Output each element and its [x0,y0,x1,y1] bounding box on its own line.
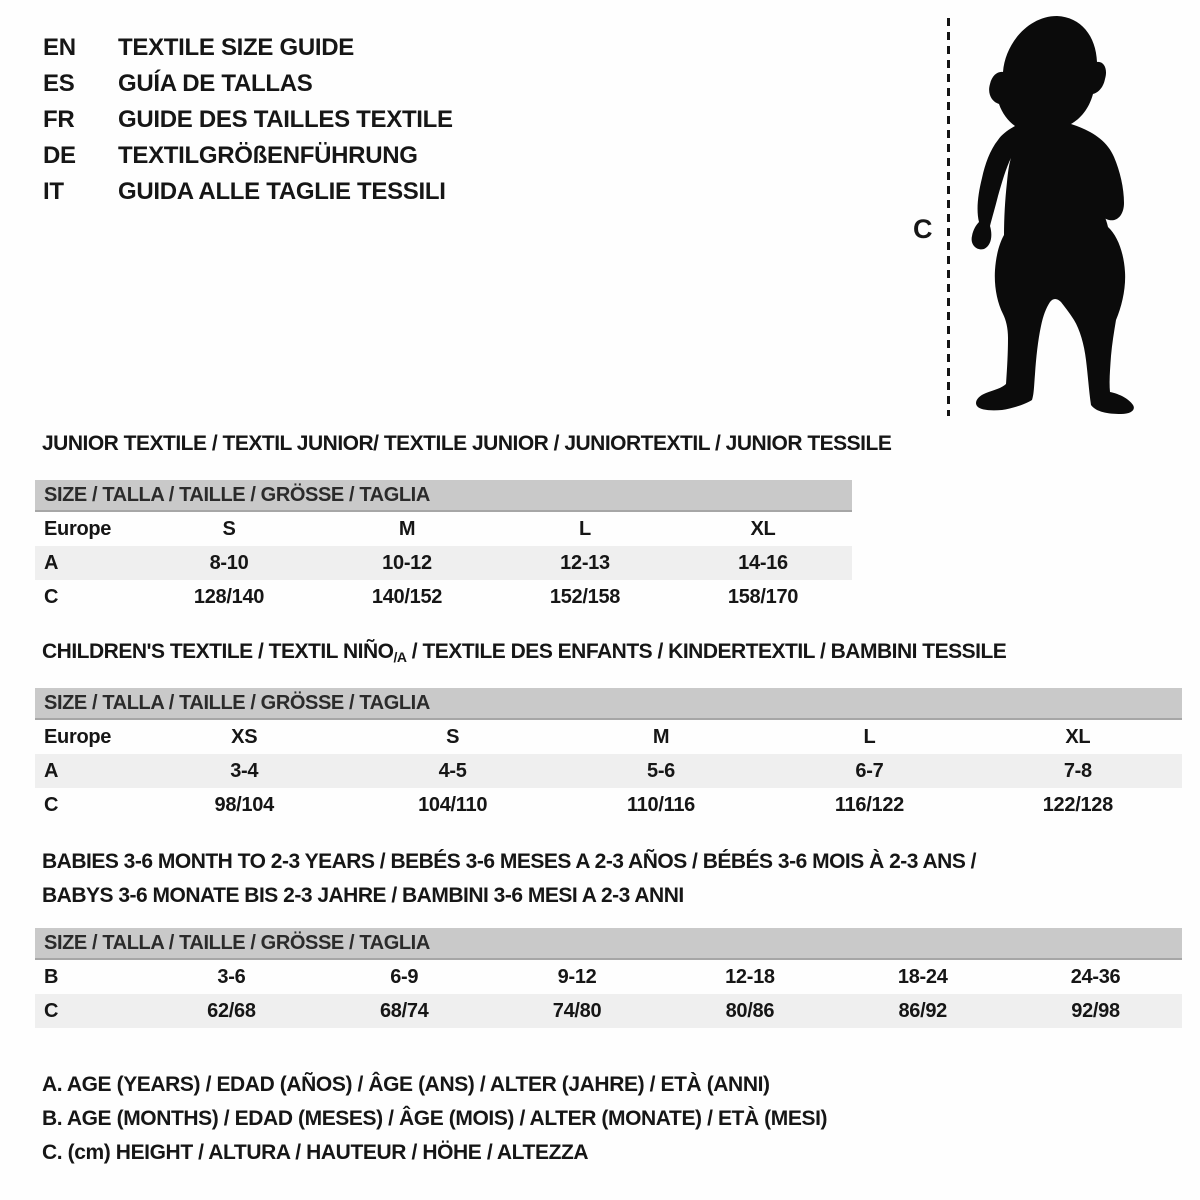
language-title: TEXTILE SIZE GUIDE [118,34,354,61]
language-code: IT [43,178,64,205]
height-dashed-line [947,18,950,416]
junior-size-table [35,480,852,614]
height-cell: 104/110 [418,793,488,816]
age-cell: 9-12 [557,965,597,988]
language-row-fr [43,102,453,138]
age-cell: 6-7 [855,759,884,782]
toddler-silhouette-icon [958,14,1144,418]
row-label: A [44,551,59,574]
size-cell: L [579,517,591,540]
age-cell: 10-12 [382,551,432,574]
language-code: EN [43,34,76,61]
age-cell: 4-5 [438,759,467,782]
language-title: TEXTILGRÖßENFÜHRUNG [118,142,418,169]
height-cell: 128/140 [193,585,265,608]
language-row-de [43,138,453,174]
language-row-es [43,66,453,102]
size-cell: XS [231,725,258,748]
babies-size-table [35,928,1182,1028]
legend-line-b: B. AGE (MONTHS) / EDAD (MESES) / ÂGE (MOIS) / ALTER (MONATE) / ETÀ (MESI) [42,1107,828,1130]
row-label: Europe [44,725,112,748]
height-cell: 116/122 [834,793,904,816]
language-title: GUIDA ALLE TAGLIE TESSILI [118,178,446,205]
age-cell: 14-16 [738,551,788,574]
babies-heading-line2: BABYS 3-6 MONATE BIS 2-3 JAHRE / BAMBINI 3-6 MESI A 2-3 ANNI [42,884,684,907]
size-cell: XL [1065,725,1091,748]
size-cell: M [652,725,670,748]
table-row-height [35,580,852,614]
height-cell: 68/74 [379,999,429,1022]
age-cell: 24-36 [1070,965,1121,988]
row-label: C [44,793,59,816]
age-cell: 3-4 [230,759,259,782]
age-cell: 12-13 [560,551,610,574]
measure-legend [42,1068,827,1170]
age-cell: 5-6 [647,759,676,782]
table-row-europe [35,512,852,546]
height-cell: 74/80 [552,999,602,1022]
age-cell: 8-10 [209,551,249,574]
height-cell: 110/116 [627,793,696,816]
size-cell: L [863,725,876,748]
junior-section-heading: JUNIOR TEXTILE / TEXTIL JUNIOR/ TEXTILE JUNIOR / JUNIORTEXTIL / JUNIOR TESSILE [42,432,892,455]
height-cell: 92/98 [1071,999,1120,1022]
children-heading-subscript: /A [393,649,407,665]
language-list [43,30,453,210]
height-measure-label: C [913,214,933,244]
table-row-age [35,546,852,580]
row-label: C [44,999,59,1022]
size-table-header: SIZE / TALLA / TAILLE / GRÖSSE / TAGLIA [35,928,1182,960]
height-cell: 98/104 [214,793,274,816]
height-cell: 86/92 [898,999,947,1022]
size-cell: S [446,725,460,748]
size-table-header: SIZE / TALLA / TAILLE / GRÖSSE / TAGLIA [35,480,852,512]
age-cell: 7-8 [1063,759,1092,782]
language-row-it [43,174,453,210]
height-cell: 152/158 [549,585,621,608]
size-cell: XL [750,517,776,540]
language-code: DE [43,142,76,169]
table-row-age-months [35,960,1182,994]
row-label: C [44,585,59,608]
height-cell: 158/170 [727,585,799,608]
table-row-age [35,754,1182,788]
size-cell: M [398,517,416,540]
children-size-table [35,688,1182,822]
height-cell: 140/152 [371,585,443,608]
age-cell: 12-18 [725,965,775,988]
table-row-europe [35,720,1182,754]
age-cell: 6-9 [390,965,419,988]
babies-section-heading [42,845,976,913]
children-heading-text: CHILDREN'S TEXTILE / TEXTIL NIÑO [42,640,394,663]
height-cell: 80/86 [725,999,775,1022]
age-cell: 3-6 [217,965,246,988]
language-title: GUÍA DE TALLAS [118,70,313,97]
language-code: ES [43,70,75,97]
height-cell: 122/128 [1042,793,1113,816]
row-label: Europe [44,517,112,540]
legend-line-c: C. (cm) HEIGHT / ALTURA / HAUTEUR / HÖHE / ALTEZZA [42,1141,589,1164]
language-title: GUIDE DES TAILLES TEXTILE [118,106,453,133]
language-row-en [43,30,453,66]
table-row-height [35,788,1182,822]
row-label: A [44,759,59,782]
language-code: FR [43,106,75,133]
babies-heading-line1: BABIES 3-6 MONTH TO 2-3 YEARS / BEBÉS 3-6 MESES A 2-3 AÑOS / BÉBÉS 3-6 MOIS À 2-3 ANS / [42,850,977,873]
size-table-header: SIZE / TALLA / TAILLE / GRÖSSE / TAGLIA [35,688,1182,720]
table-row-height [35,994,1182,1028]
children-section-heading [42,640,1006,665]
size-cell: S [222,517,236,540]
legend-line-a: A. AGE (YEARS) / EDAD (AÑOS) / ÂGE (ANS) / ALTER (JAHRE) / ETÀ (ANNI) [42,1073,770,1096]
children-heading-text: / TEXTILE DES ENFANTS / KINDERTEXTIL / BAMBINI TESSILE [406,640,1007,663]
height-cell: 62/68 [207,999,256,1022]
age-cell: 18-24 [897,965,948,988]
row-label: B [44,965,59,988]
